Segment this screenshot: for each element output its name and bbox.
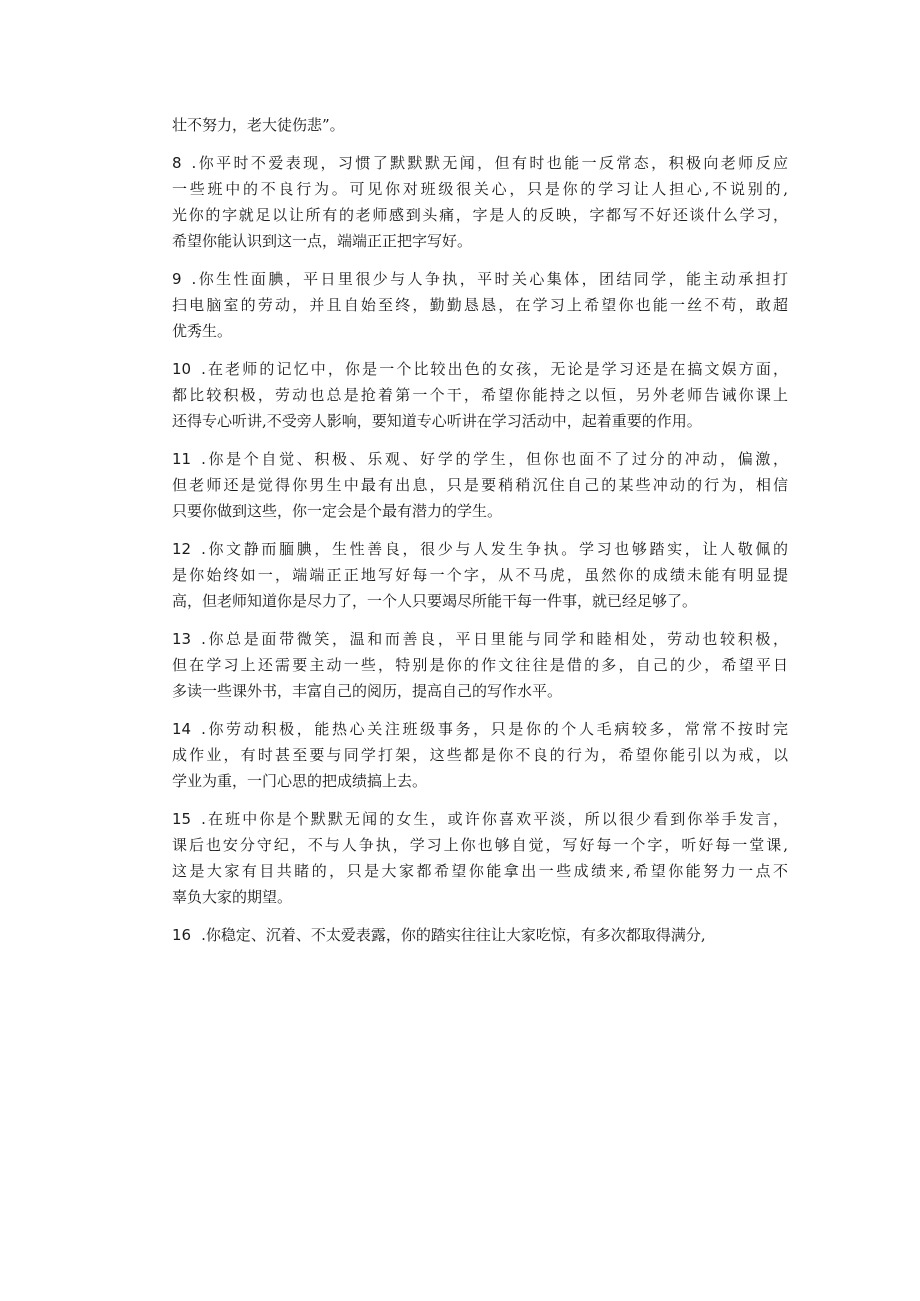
- text-line: [172, 150, 788, 176]
- line-text: 但老师还是觉得你男生中最有出息，只是要稍稍沉住自己的某些冲动的行为，相信: [172, 476, 788, 494]
- text-line: [172, 228, 788, 254]
- text-line: [172, 652, 788, 678]
- line-text: 成作业，有时甚至要与同学打架，这些都是你不良的行为，希望你能引以为戒，以: [172, 746, 788, 764]
- text-line: [172, 408, 788, 434]
- paragraph-gap: [172, 434, 788, 446]
- line-text: 希望你能认识到这一点，端端正正把字写好。: [172, 232, 473, 250]
- document-page: [172, 112, 788, 948]
- paragraph-gap: [172, 524, 788, 536]
- text-line: [172, 832, 788, 858]
- text-line: [172, 588, 788, 614]
- text-line: [172, 446, 788, 472]
- item-number: 10: [172, 360, 192, 378]
- text-line: [172, 382, 788, 408]
- line-text: 但在学习上还需要主动一些，特别是你的作文往往是借的多，自己的少，希望平日: [172, 656, 788, 674]
- paragraph-continuation: [172, 112, 788, 138]
- item-number: 12: [172, 540, 192, 558]
- line-text: .在班中你是个默默无闻的女生，或许你喜欢平淡，所以很少看到你举手发言，: [201, 810, 788, 828]
- paragraph-gap: [172, 614, 788, 626]
- line-text: 课后也安分守纪，不与人争执，学习上你也够自觉，写好每一个字，听好每一堂课,: [172, 836, 788, 854]
- text-line: [172, 922, 788, 948]
- item-number: 11: [172, 450, 192, 468]
- line-text: 光你的字就足以让所有的老师感到头痛，字是人的反映，字都写不好还谈什么学习，: [172, 206, 788, 224]
- line-text: .你生性面腆，平日里很少与人争执，平时关心集体，团结同学，能主动承担打: [191, 270, 788, 288]
- paragraph-gap: [172, 344, 788, 356]
- line-text: 只要你做到这些，你一定会是个最有潜力的学生。: [172, 502, 503, 520]
- item-number: 15: [172, 810, 192, 828]
- text-line: [172, 292, 788, 318]
- text-line: [172, 626, 788, 652]
- item-number: 14: [172, 720, 192, 738]
- line-text: 学业为重，一门心思的把成绩搞上去。: [172, 772, 428, 790]
- text-line: [172, 318, 788, 344]
- text-line: [172, 806, 788, 832]
- line-text: 都比较积极，劳动也总是抢着第一个干，希望你能持之以恒，另外老师告诫你课上: [172, 386, 788, 404]
- line-text: .你劳动积极，能热心关注班级事务，只是你的个人毛病较多，常常不按时完: [201, 720, 788, 738]
- paragraph-gap: [172, 138, 788, 150]
- line-text: 一些班中的不良行为。可见你对班级很关心，只是你的学习让人担心,不说别的,: [172, 180, 788, 198]
- text-line: [172, 266, 788, 292]
- paragraph-12: [172, 536, 788, 614]
- line-text: .你文静而腼腆，生性善良，很少与人发生争执。学习也够踏实，让人敬佩的: [201, 540, 788, 558]
- line-text: .你稳定、沉着、不太爱表露，你的踏实往往让大家吃惊，有多次都取得满分,: [201, 926, 706, 944]
- line-text: .你是个自觉、积极、乐观、好学的学生，但你也面不了过分的冲动，偏激，: [201, 450, 788, 468]
- line-text: 扫电脑室的劳动，并且自始至终，勤勤恳恳，在学习上希望你也能一丝不苟，敢超: [172, 296, 788, 314]
- paragraph-16: [172, 922, 788, 948]
- item-number: 9: [172, 270, 182, 288]
- paragraph-11: [172, 446, 788, 524]
- text-line: [172, 536, 788, 562]
- line-text: 还得专心听讲,不受旁人影响，要知道专心听讲在学习活动中，起着重要的作用。: [172, 412, 702, 430]
- paragraph-8: [172, 150, 788, 254]
- paragraph-9: [172, 266, 788, 344]
- line-text: 壮不努力，老大徒伤悲”。: [172, 116, 345, 134]
- paragraph-14: [172, 716, 788, 794]
- text-line: [172, 176, 788, 202]
- line-text: .你总是面带微笑，温和而善良，平日里能与同学和睦相处，劳动也较积极，: [201, 630, 788, 648]
- text-line: [172, 498, 788, 524]
- item-number: 16: [172, 926, 192, 944]
- line-text: 多读一些课外书，丰富自己的阅历，提高自己的写作水平。: [172, 682, 563, 700]
- line-text: .在老师的记忆中，你是一个比较出色的女孩，无论是学习还是在搞文娱方面，: [201, 360, 788, 378]
- paragraph-13: [172, 626, 788, 704]
- paragraph-15: [172, 806, 788, 910]
- text-line: [172, 356, 788, 382]
- text-line: [172, 768, 788, 794]
- text-line: [172, 678, 788, 704]
- text-line: [172, 472, 788, 498]
- item-number: 8: [172, 154, 182, 172]
- text-line: [172, 884, 788, 910]
- paragraph-gap: [172, 254, 788, 266]
- item-number: 13: [172, 630, 192, 648]
- text-line: [172, 112, 788, 138]
- line-text: .你平时不爱表现，习惯了默默默无闻，但有时也能一反常态，积极向老师反应: [191, 154, 788, 172]
- text-line: [172, 202, 788, 228]
- line-text: 优秀生。: [172, 322, 233, 340]
- text-line: [172, 742, 788, 768]
- paragraph-gap: [172, 794, 788, 806]
- text-line: [172, 716, 788, 742]
- text-line: [172, 562, 788, 588]
- line-text: 辜负大家的期望。: [172, 888, 293, 906]
- paragraph-gap: [172, 910, 788, 922]
- line-text: 高，但老师知道你是尽力了，一个人只要竭尽所能干每一件事，就已经足够了。: [172, 592, 698, 610]
- line-text: 是你始终如一，端端正正地写好每一个字，从不马虎，虽然你的成绩未能有明显提: [172, 566, 788, 584]
- line-text: 这是大家有目共睹的，只是大家都希望你能拿出一些成绩来,希望你能努力一点不: [172, 862, 788, 880]
- text-line: [172, 858, 788, 884]
- paragraph-10: [172, 356, 788, 434]
- paragraph-gap: [172, 704, 788, 716]
